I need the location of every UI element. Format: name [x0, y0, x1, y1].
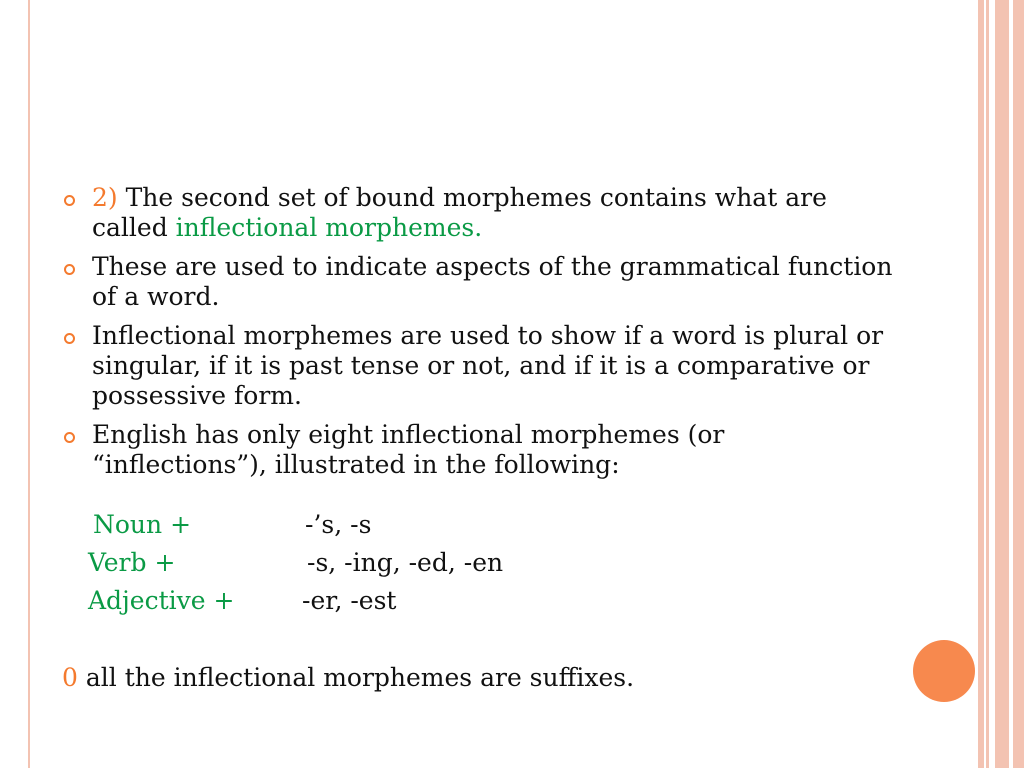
- bullet-circle-icon: [64, 264, 75, 275]
- bullet-text: Inflectional morphemes are used to show if a word is plural or singular, if it is past tense or not, and if it is a comparative or possessive form.: [92, 321, 884, 410]
- bullet-highlight: inflectional morphemes.: [175, 213, 483, 242]
- bullet-list: [62, 183, 902, 489]
- inflection-category: Adjective +: [88, 586, 235, 615]
- bullet-text: These are used to indicate aspects of the grammatical function of a word.: [92, 252, 893, 311]
- right-stripe: [986, 0, 989, 768]
- bullet-circle-icon: [64, 333, 75, 344]
- bullet-item: [62, 183, 902, 243]
- footer-text: all the inflectional morphemes are suffixes.: [85, 663, 635, 692]
- bullet-number: 2): [92, 183, 118, 212]
- inflection-suffixes: -er, -est: [302, 586, 397, 615]
- right-stripe: [978, 0, 984, 768]
- bullet-text: The second set of bound morphemes contains what are called: [92, 183, 827, 242]
- bullet-circle-icon: [64, 432, 75, 443]
- right-stripe: [995, 0, 1009, 768]
- bullet-item: [62, 321, 902, 411]
- inflection-suffixes: -s, -ing, -ed, -en: [307, 548, 504, 577]
- decorative-circle: [913, 640, 975, 702]
- left-border-line: [28, 0, 30, 768]
- bullet-circle-icon: [64, 195, 75, 206]
- bullet-item: [62, 420, 902, 480]
- inflection-suffixes: -’s, -s: [305, 510, 372, 539]
- inflection-category: Verb +: [88, 548, 176, 577]
- right-stripe: [1013, 0, 1024, 768]
- footer-note: [62, 663, 634, 693]
- inflection-category: Noun +: [93, 510, 192, 539]
- bullet-item: [62, 252, 902, 312]
- bullet-text: English has only eight inflectional morphemes (or “inflections”), illustrated in the following:: [92, 420, 725, 479]
- footer-marker: 0: [62, 663, 78, 692]
